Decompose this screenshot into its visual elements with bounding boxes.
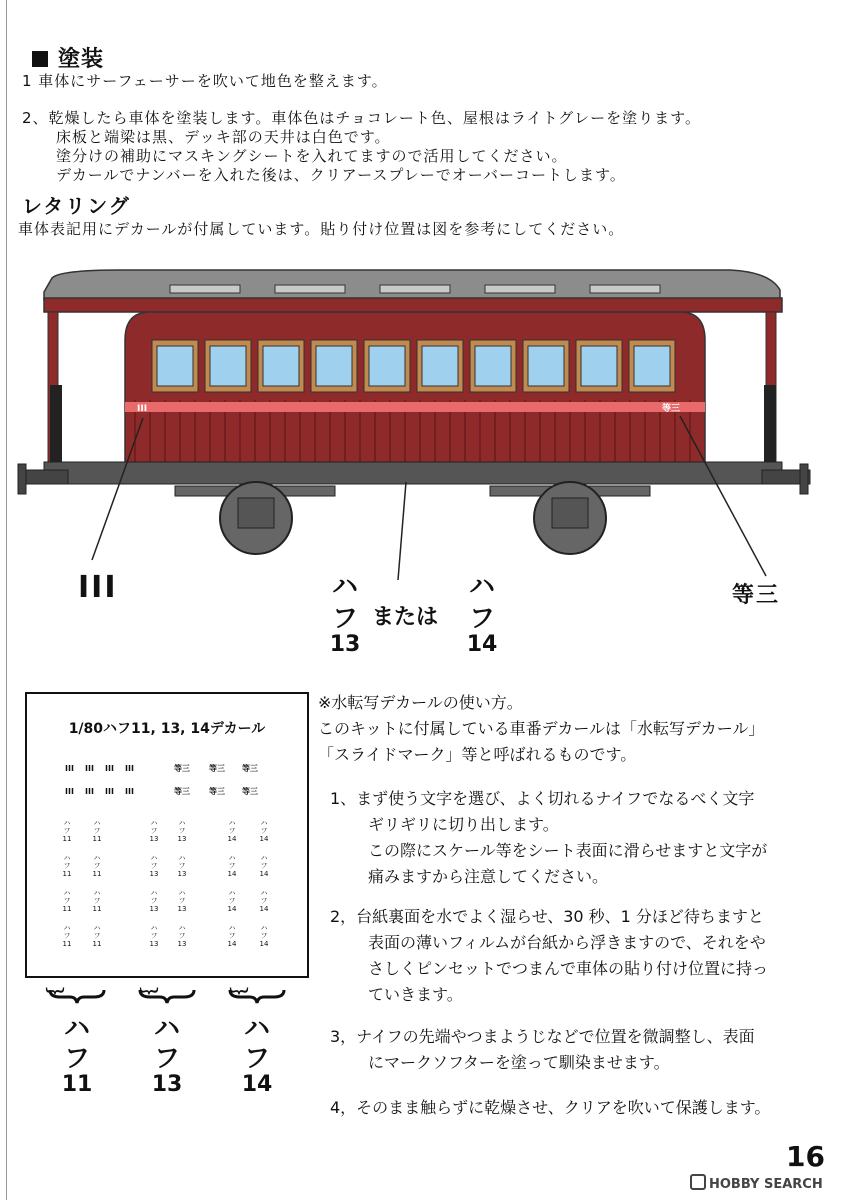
decal-hafu-11: ハ フ 11	[62, 924, 72, 948]
decal-grade-mark: 等三	[209, 764, 225, 773]
decal-hafu-13: ハ フ 13	[177, 819, 187, 843]
brace-icon	[50, 990, 104, 1003]
decal-hafu-11: ハ フ 11	[92, 854, 102, 878]
brace-label-11-num: 11	[61, 1072, 93, 1097]
decal-class-mark: III	[85, 764, 94, 773]
decal-hafu-14: ハ フ 14	[259, 819, 269, 843]
label-hafu-left-ha: ハ	[331, 572, 358, 602]
brace-label-11-ha: ハ	[63, 1014, 90, 1044]
hobby-search-logo-icon	[690, 1174, 706, 1190]
label-class: III	[78, 570, 118, 605]
page-number: 16	[786, 1140, 825, 1173]
instruction-step-1: 1、まず使う文字を選び、よく切れるナイフでなるべく文字 ギリギリに切り出します。 この際にスケール等をシート表面に滑らせますと文字が 痛みますから注意してください。	[330, 789, 768, 886]
body-stripe	[125, 402, 705, 412]
right-handrail	[764, 385, 776, 470]
painting-line-3: 床板と端梁は黒、デッキ部の天井は白色です。	[56, 128, 391, 146]
painting-line-5: デカールでナンバーを入れた後は、クリアースプレーでオーバーコートします。	[56, 166, 626, 184]
decal-hafu-14: ハ フ 14	[227, 889, 237, 913]
decal-hafu-14: ハ フ 14	[259, 889, 269, 913]
decal-hafu-13: ハ フ 13	[177, 889, 187, 913]
decal-grade-mark: 等三	[174, 787, 190, 796]
brace-icon	[230, 990, 284, 1003]
leader-line-grade	[680, 416, 766, 576]
label-grade: 等三	[732, 583, 781, 608]
left-axlebox	[238, 498, 274, 528]
right-buffer	[800, 464, 808, 494]
underframe	[44, 462, 782, 484]
decal-hafu-14: ハ フ 14	[259, 854, 269, 878]
decal-class-mark: III	[65, 787, 74, 796]
brace-label-13-ha: ハ	[153, 1014, 180, 1044]
decal-sheet-title: 1/80ハフ11, 13, 14デカール	[68, 721, 266, 737]
decal-brace-group	[40, 985, 300, 1005]
painting-line-1: 1 車体にサーフェーサーを吹いて地色を整えます。	[22, 72, 388, 90]
decal-grade-mark: 等三	[242, 764, 258, 773]
instruction-step-2: 2，台紙裏面を水でよく湿らせ、30 秒、1 分ほど待ちますと 表面の薄いフィルムが台紙から浮きますので、それをや さしくピンセットでつまんで車体の貼り付け位置に持っ ていきます。	[330, 907, 769, 1004]
lettering-heading: レタリング	[22, 194, 131, 218]
decal-hafu-11: ハ フ 11	[92, 889, 102, 913]
decal-hafu-11: ハ フ 11	[62, 889, 72, 913]
brace-icon	[140, 990, 194, 1003]
brace-label-14-num: 14	[241, 1072, 273, 1097]
left-buffer	[18, 464, 26, 494]
decal-class-mark: III	[125, 764, 134, 773]
label-or: または	[372, 605, 439, 630]
decal-class-mark: III	[65, 764, 74, 773]
leader-line-number	[398, 482, 406, 580]
decal-class-mark: III	[105, 764, 114, 773]
decal-hafu-13: ハ フ 13	[177, 854, 187, 878]
brace-icon: ︸	[46, 988, 64, 1009]
painting-line-2: 2、乾燥したら車体を塗装します。車体色はチョコレート色、屋根はライトグレーを塗ります。	[22, 109, 701, 127]
decal-hafu-11: ハ フ 11	[92, 924, 102, 948]
right-axlebox	[552, 498, 588, 528]
decal-hafu-14: ハ フ 14	[227, 854, 237, 878]
decal-hafu-11: ハ フ 11	[62, 854, 72, 878]
label-hafu-right-ha: ハ	[468, 572, 495, 602]
painting-heading: 塗装	[32, 42, 104, 73]
car-body	[125, 312, 705, 480]
brace-label-14-ha: ハ	[243, 1014, 270, 1044]
instruction-step-3: 3，ナイフの先端やつまようじなどで位置を微調整し、表面 にマークソフターを塗って馴染ませます。	[330, 1027, 755, 1072]
decal-hafu-11: ハ フ 11	[62, 819, 72, 843]
brace-label-13-num: 13	[151, 1072, 183, 1097]
lettering-text: 車体表記用にデカールが付属しています。貼り付け位置は図を参考にしてください。	[18, 220, 625, 238]
label-hafu-right-fu: フ	[468, 604, 495, 634]
decal-hafu-14: ハ フ 14	[227, 819, 237, 843]
decal-hafu-13: ハ フ 13	[149, 924, 159, 948]
leader-line-class	[92, 418, 143, 560]
decal-hafu-11: ハ フ 11	[92, 819, 102, 843]
decal-class-mark: III	[125, 787, 134, 796]
decal-class-mark: III	[85, 787, 94, 796]
decal-hafu-14: ハ フ 14	[227, 924, 237, 948]
decal-class-mark: III	[105, 787, 114, 796]
decal-sheet	[25, 692, 309, 978]
brace-label-11-fu: フ	[63, 1044, 90, 1074]
car-mark-class: III	[137, 404, 148, 414]
decal-grade-mark: 等三	[242, 787, 258, 796]
decal-grade-mark: 等三	[174, 764, 190, 773]
credit: HOBBY SEARCH	[690, 1174, 823, 1192]
decal-hafu-13: ハ フ 13	[177, 924, 187, 948]
brace-icon: ︸	[140, 988, 158, 1009]
painting-line-4: 塗分けの補助にマスキングシートを入れてますので活用してください。	[56, 147, 568, 165]
decal-hafu-14: ハ フ 14	[259, 924, 269, 948]
instruction-step-4: 4，そのまま触らずに乾燥させ、クリアを吹いて保護します。	[330, 1098, 771, 1117]
label-hafu-left-num: 13	[329, 632, 361, 657]
left-handrail	[50, 385, 62, 470]
instructions-intro: ※水転写デカールの使い方。 このキットに付属している車番デカールは「水転写デカール」 「スライドマーク」等と呼ばれるものです。	[318, 693, 765, 764]
roof-eave	[44, 298, 782, 312]
decal-hafu-13: ハ フ 13	[149, 854, 159, 878]
label-hafu-left-fu: フ	[331, 604, 358, 634]
brace-icon: ︸	[230, 988, 248, 1009]
decal-hafu-13: ハ フ 13	[149, 889, 159, 913]
brace-label-13-fu: フ	[153, 1044, 180, 1074]
label-hafu-right-num: 14	[466, 632, 498, 657]
decal-grade-mark: 等三	[209, 787, 225, 796]
brace-label-14-fu: フ	[243, 1044, 270, 1074]
car-mark-grade: 等三	[662, 404, 681, 414]
decal-hafu-13: ハ フ 13	[149, 819, 159, 843]
